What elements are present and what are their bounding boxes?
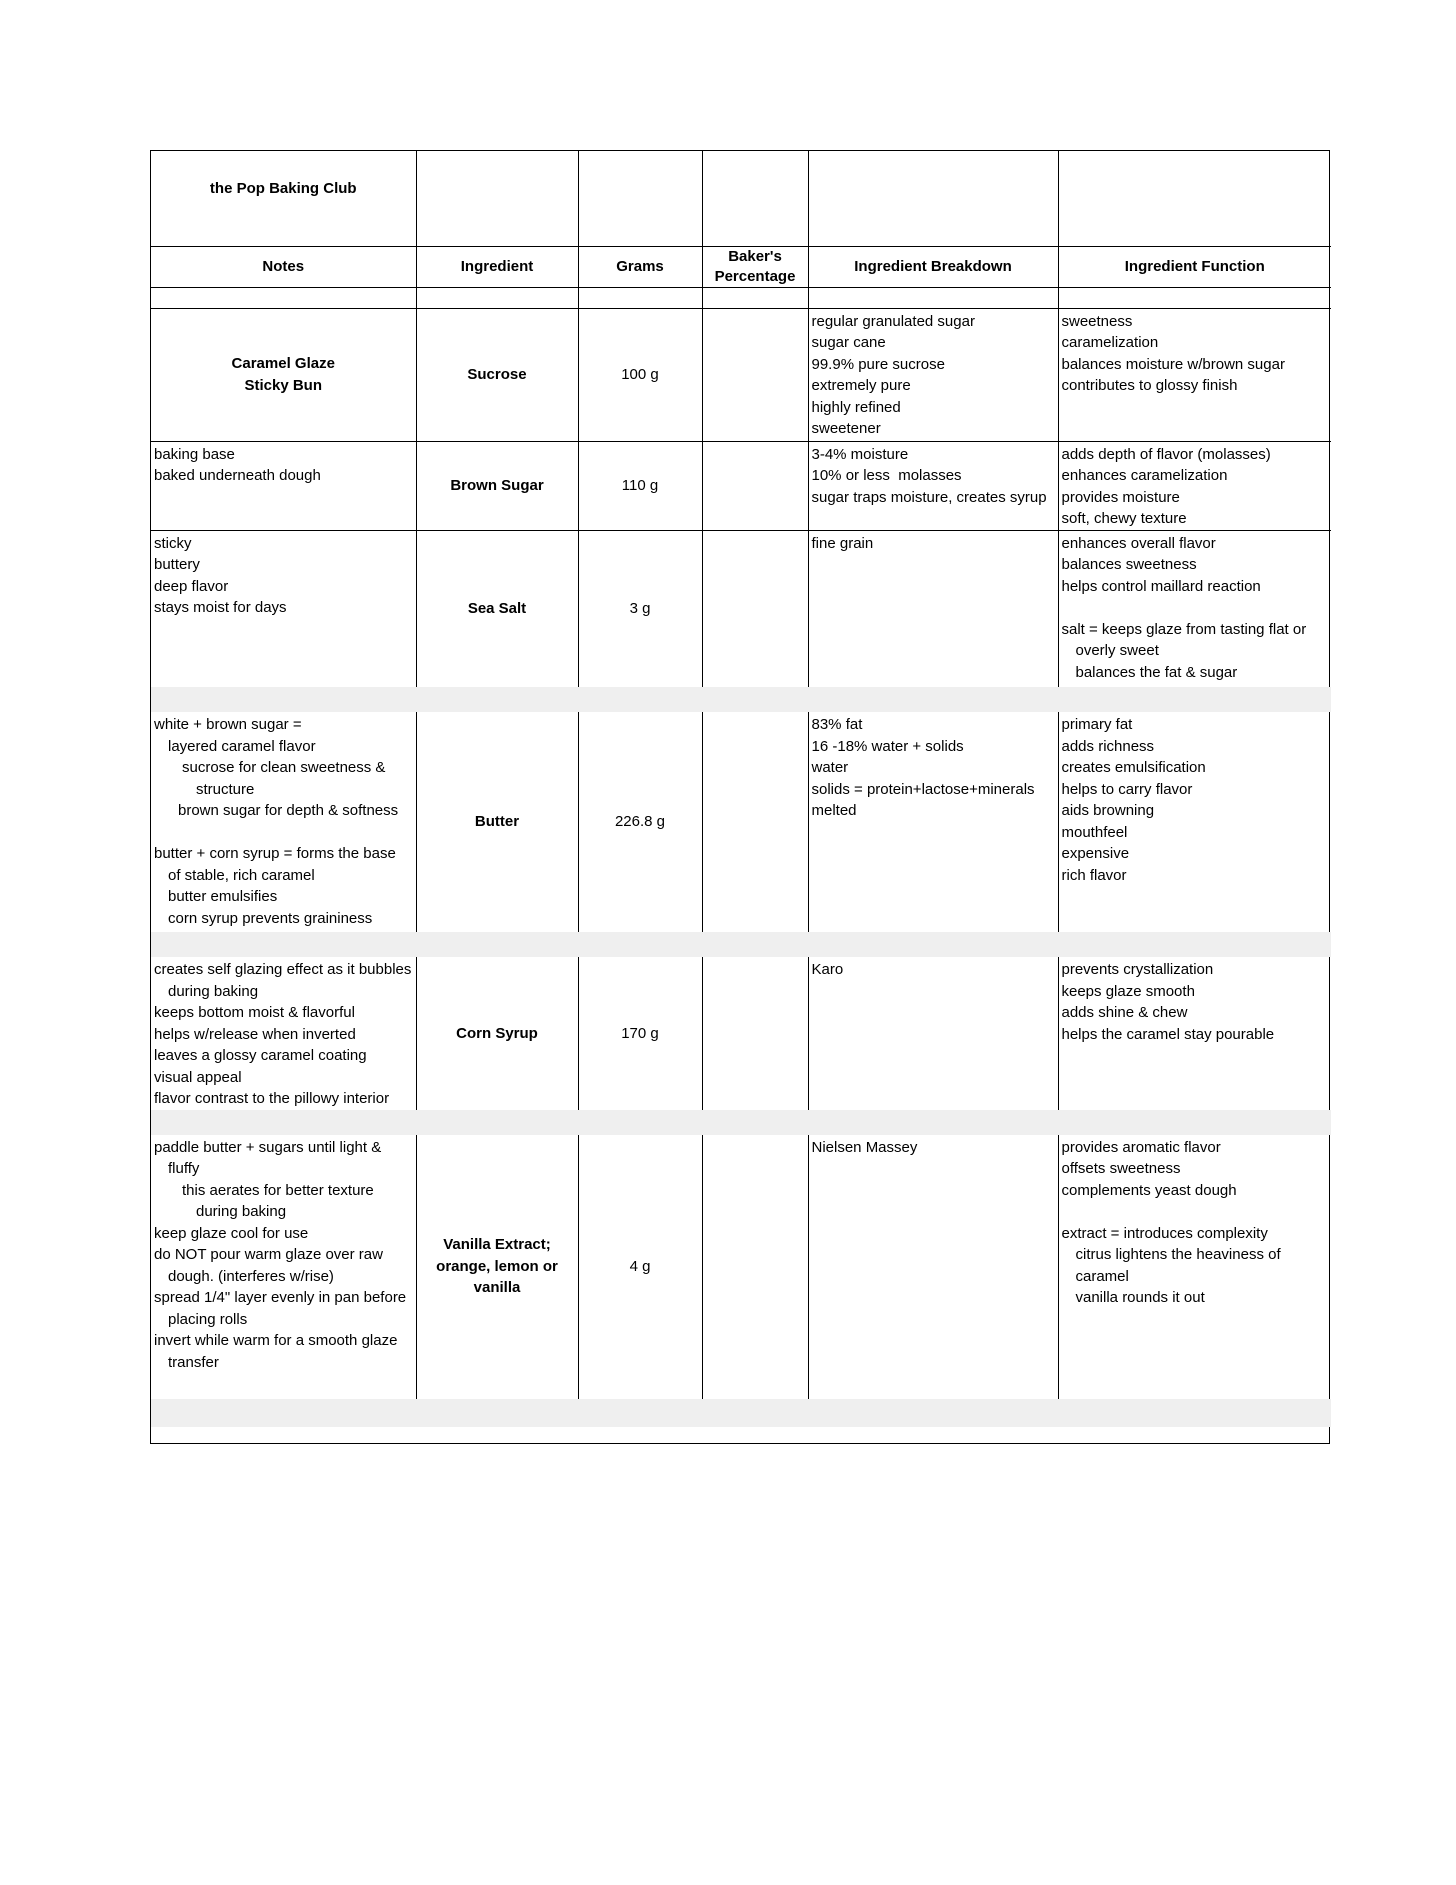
grams-cell: 100 g <box>578 308 702 441</box>
grams-cell: 4 g <box>578 1135 702 1399</box>
table-row <box>151 530 1331 687</box>
function-cell: enhances overall flavor balances sweetness helps control maillard reaction salt = keeps glaze from tasting flat or overly sweet balances the fat & sugar <box>1058 530 1331 687</box>
grams-cell: 3 g <box>578 530 702 687</box>
grams-cell: 170 g <box>578 957 702 1110</box>
grams-cell: 110 g <box>578 441 702 530</box>
recipe-sheet <box>150 150 1330 1444</box>
bakers-pct-cell <box>702 308 808 441</box>
function-cell: provides aromatic flavor offsets sweetness complements yeast dough extract = introduces complexity citrus lightens the heaviness of caramel vanilla rounds it out <box>1058 1135 1331 1399</box>
notes-heading-line: Sticky Bun <box>244 376 323 394</box>
breakdown-cell: regular granulated sugar sugar cane 99.9% pure sucrose extremely pure highly refined sweetener <box>808 308 1058 441</box>
table-row <box>151 957 1331 1110</box>
ingredient-cell: Sea Salt <box>416 530 578 687</box>
function-cell: adds depth of flavor (molasses) enhances caramelization provides moisture soft, chewy texture <box>1058 441 1331 530</box>
ingredient-cell: Vanilla Extract; orange, lemon or vanilla <box>416 1135 578 1399</box>
bakers-pct-cell <box>702 712 808 932</box>
bakers-pct-cell <box>702 441 808 530</box>
table-row <box>151 441 1331 530</box>
ingredient-cell: Corn Syrup <box>416 957 578 1110</box>
gap-row <box>151 1110 1331 1135</box>
header-row <box>151 246 1331 287</box>
header-notes: Notes <box>151 246 416 287</box>
function-cell: prevents crystallization keeps glaze smooth adds shine & chew helps the caramel stay pourable <box>1058 957 1331 1110</box>
notes-heading-line: Caramel Glaze <box>231 355 335 372</box>
header-ingredient: Ingredient <box>416 246 578 287</box>
table-row <box>151 308 1331 441</box>
notes-cell: baking base baked underneath dough <box>151 441 416 530</box>
bakers-pct-cell <box>702 957 808 1110</box>
header-bakers-percentage: Baker's Percentage <box>702 246 808 287</box>
breakdown-cell: 83% fat 16 -18% water + solids water solids = protein+lactose+minerals melted <box>808 712 1058 932</box>
breakdown-cell: 3-4% moisture 10% or less molasses sugar traps moisture, creates syrup <box>808 441 1058 530</box>
header-function: Ingredient Function <box>1058 246 1331 287</box>
gap-row <box>151 932 1331 957</box>
function-cell: sweetness caramelization balances moisture w/brown sugar contributes to glossy finish <box>1058 308 1331 441</box>
recipe-table <box>151 151 1331 1427</box>
club-title: the Pop Baking Club <box>151 151 416 246</box>
breakdown-cell: Karo <box>808 957 1058 1110</box>
title-row <box>151 151 1331 246</box>
gap-row <box>151 1399 1331 1427</box>
gap-row <box>151 687 1331 712</box>
breakdown-cell: Nielsen Massey <box>808 1135 1058 1399</box>
notes-cell: white + brown sugar = layered caramel flavor sucrose for clean sweetness & structure brown sugar for depth & softness butter + corn syrup = forms the base of stable, rich caramel butter emulsifies corn syrup prevents graininess <box>154 716 399 927</box>
header-grams: Grams <box>578 246 702 287</box>
notes-cell: creates self glazing effect as it bubbles during baking keeps bottom moist & flavorful helps w/release when inverted leaves a glossy caramel coating visual appeal flavor contrast to the pillowy interior <box>154 961 412 1107</box>
notes-cell <box>151 308 416 441</box>
notes-cell: paddle butter + sugars until light & fluffy this aerates for better texture during baking keep glaze cool for use do NOT pour warm glaze over raw dough. (interferes w/rise) spread 1/4" layer evenly in pan before placing rolls invert while warm for a smooth glaze transfer <box>154 1138 407 1371</box>
ingredient-cell: Butter <box>416 712 578 932</box>
function-cell: primary fat adds richness creates emulsification helps to carry flavor aids browning mouthfeel expensive rich flavor <box>1058 712 1331 932</box>
ingredient-cell: Sucrose <box>416 308 578 441</box>
table-row <box>151 712 1331 932</box>
header-breakdown: Ingredient Breakdown <box>808 246 1058 287</box>
notes-cell: sticky buttery deep flavor stays moist for days <box>154 534 287 616</box>
bakers-pct-cell <box>702 1135 808 1399</box>
ingredient-cell: Brown Sugar <box>416 441 578 530</box>
table-row <box>151 1135 1331 1399</box>
spacer-row <box>151 287 1331 308</box>
grams-cell: 226.8 g <box>578 712 702 932</box>
breakdown-cell: fine grain <box>808 530 1058 687</box>
bakers-pct-cell <box>702 530 808 687</box>
